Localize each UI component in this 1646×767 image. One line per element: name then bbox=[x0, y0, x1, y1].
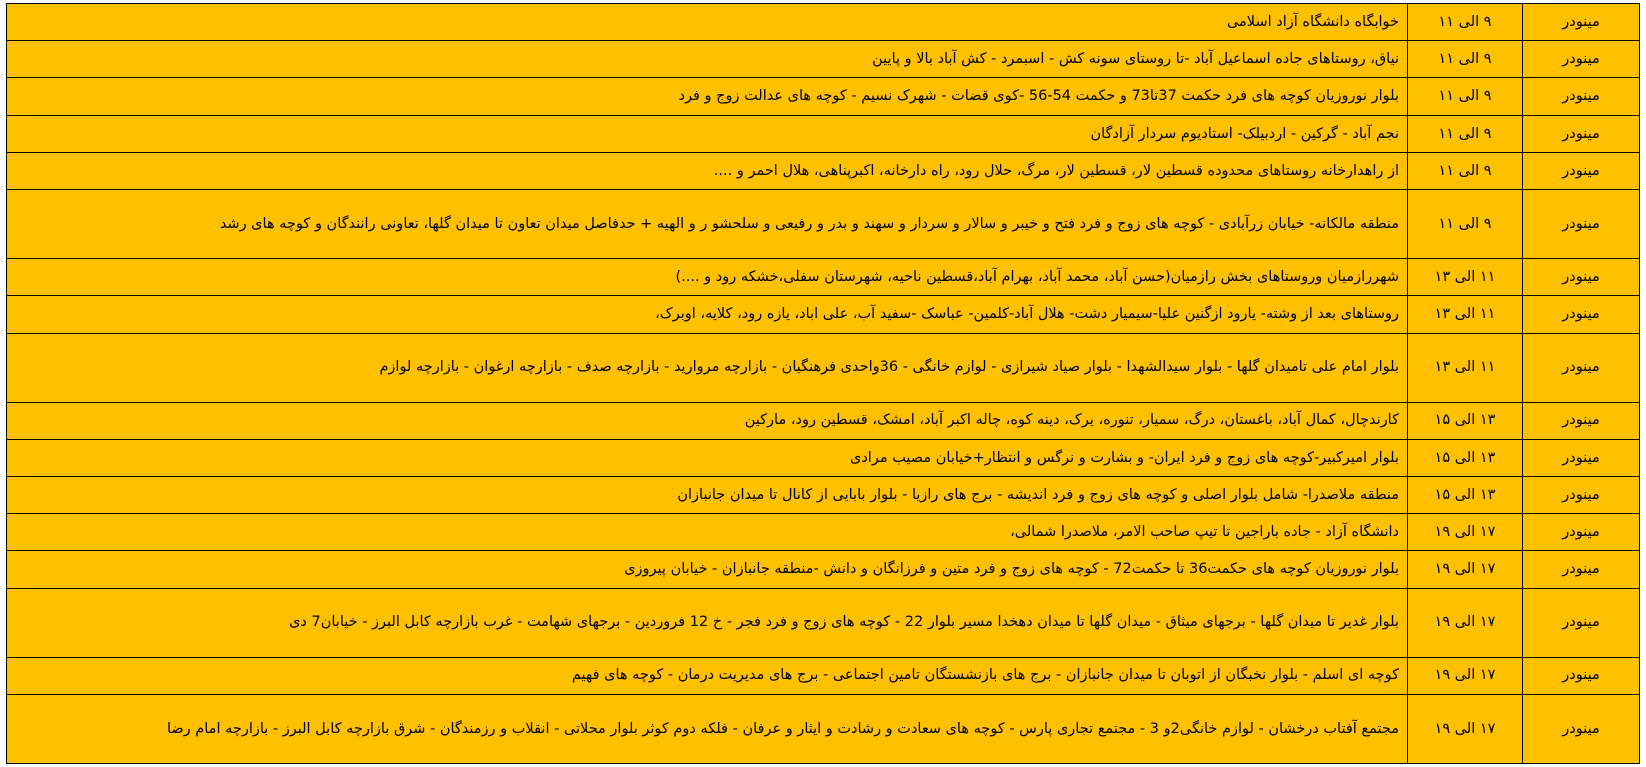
table-row bbox=[7, 115, 1640, 152]
table-row bbox=[7, 476, 1640, 513]
area-cell: بلوار امیرکبیر-کوچه های زوج و فرد ایران- و بشارت و نرگس و انتظار+خیابان مصیب مرادی bbox=[7, 439, 1408, 476]
area-cell: کارندچال، کمال آباد، باغستان، درگ، سمیار، تنوره، یرک، دینه کوه، چاله اکبر آباد، امشک، قسطین رود، مارکین bbox=[7, 402, 1408, 439]
city-cell: مینودر bbox=[1523, 402, 1640, 439]
city-cell: مینودر bbox=[1523, 588, 1640, 657]
city-cell: مینودر bbox=[1523, 476, 1640, 513]
table-row bbox=[7, 551, 1640, 588]
city-cell: مینودر bbox=[1523, 259, 1640, 296]
area-cell: نیاق، روستاهای جاده اسماعیل آباد -تا روستای سونه کش - اسبمرد - کش آباد بالا و پایین bbox=[7, 41, 1408, 78]
time-cell: ۱۷ الی ۱۹ bbox=[1408, 657, 1523, 694]
table-row bbox=[7, 588, 1640, 657]
area-cell: خوابگاه دانشگاه آزاد اسلامی bbox=[7, 4, 1408, 41]
city-cell: مینودر bbox=[1523, 514, 1640, 551]
time-cell: ۱۳ الی ۱۵ bbox=[1408, 402, 1523, 439]
area-cell: کوچه ای اسلم - بلوار نخبگان از اتوبان تا میدان جانبازان - برج های بازنشستگان تامین اجتماعی - برج های مدیریت درمان - کوچه های فهیم bbox=[7, 657, 1408, 694]
time-cell: ۹ الی ۱۱ bbox=[1408, 78, 1523, 115]
city-cell: مینودر bbox=[1523, 78, 1640, 115]
city-cell: مینودر bbox=[1523, 551, 1640, 588]
area-cell: نجم آباد - گرکین - اردبیلک- استادیوم سردار آزادگان bbox=[7, 115, 1408, 152]
area-cell: بلوار غدیر تا میدان گلها - برجهای میثاق - میدان گلها تا میدان دهخدا مسیر بلوار 22 - کوچه های زوج و فرد فجر - خ 12 فروردین - برجهای شهامت - غرب بازارچه کابل البرز - خیابان7 دی bbox=[7, 588, 1408, 657]
time-cell: ۱۳ الی ۱۵ bbox=[1408, 439, 1523, 476]
city-cell: مینودر bbox=[1523, 152, 1640, 189]
table-row bbox=[7, 190, 1640, 259]
table-row bbox=[7, 439, 1640, 476]
time-cell: ۱۷ الی ۱۹ bbox=[1408, 694, 1523, 763]
time-cell: ۱۷ الی ۱۹ bbox=[1408, 588, 1523, 657]
area-cell: از راهدارخانه روستاهای محدوده قسطین لار، قسطین لار، مرگ، حلال رود، راه دارخانه، اکبرپناهی، هلال احمر و .... bbox=[7, 152, 1408, 189]
area-cell: مجتمع آفتاب درخشان - لوازم خانگی2و 3 - مجتمع تجاری پارس - کوچه های سعادت و رشادت و ایثار و عرفان - فلکه دوم کوثر بلوار محلاتی - انقلاب و رزمندگان - شرق بازارچه کابل البرز - بازارچه امام رضا bbox=[7, 694, 1408, 763]
area-cell: بلوار امام علی تامیدان گلها - بلوار سیدالشهدا - بلوار صیاد شیرازی - لوازم خانگی - 36واحدی فرهنگیان - بازارچه مروارید - بازارچه صدف - بازارچه ارغوان - بازارچه لوازم bbox=[7, 333, 1408, 402]
schedule-sheet bbox=[6, 3, 1640, 764]
time-cell: ۱۷ الی ۱۹ bbox=[1408, 514, 1523, 551]
table-row bbox=[7, 402, 1640, 439]
city-cell: مینودر bbox=[1523, 657, 1640, 694]
table-row bbox=[7, 4, 1640, 41]
outage-schedule-table bbox=[6, 3, 1640, 764]
area-cell: منطقه ملاصدرا- شامل بلوار اصلی و کوچه های زوج و فرد اندیشه - برج های رازیا - بلوار بابایی از کانال تا میدان جانبازان bbox=[7, 476, 1408, 513]
time-cell: ۱۱ الی ۱۳ bbox=[1408, 296, 1523, 333]
area-cell: منطقه مالکانه- خیابان زرآبادی - کوچه های زوج و فرد فتح و خیبر و سالار و سردار و سهند و بدر و رفیعی و سلحشو ر و الهیه + حدفاصل میدان تعاون تا میدان گلها، تعاونی رانندگان و کوچه های رشد bbox=[7, 190, 1408, 259]
table-row bbox=[7, 152, 1640, 189]
city-cell: مینودر bbox=[1523, 190, 1640, 259]
city-cell: مینودر bbox=[1523, 115, 1640, 152]
time-cell: ۹ الی ۱۱ bbox=[1408, 41, 1523, 78]
time-cell: ۱۱ الی ۱۳ bbox=[1408, 333, 1523, 402]
area-cell: بلوار نوروزیان کوچه های حکمت36 تا حکمت72 - کوچه های زوج و فرد متین و فرزانگان و دانش -منطقه جانبازان - خیابان پیروزی bbox=[7, 551, 1408, 588]
city-cell: مینودر bbox=[1523, 439, 1640, 476]
area-cell: بلوار نوروزیان کوچه های فرد حکمت 37تا73 و حکمت 54-56 -کوی قضات - شهرک نسیم - کوچه های عدالت زوج و فرد bbox=[7, 78, 1408, 115]
table-row bbox=[7, 78, 1640, 115]
table-row bbox=[7, 657, 1640, 694]
table-row bbox=[7, 333, 1640, 402]
time-cell: ۹ الی ۱۱ bbox=[1408, 4, 1523, 41]
time-cell: ۹ الی ۱۱ bbox=[1408, 190, 1523, 259]
city-cell: مینودر bbox=[1523, 694, 1640, 763]
time-cell: ۱۱ الی ۱۳ bbox=[1408, 259, 1523, 296]
table-row bbox=[7, 296, 1640, 333]
time-cell: ۱۳ الی ۱۵ bbox=[1408, 476, 1523, 513]
table-row bbox=[7, 41, 1640, 78]
time-cell: ۱۷ الی ۱۹ bbox=[1408, 551, 1523, 588]
time-cell: ۹ الی ۱۱ bbox=[1408, 115, 1523, 152]
table-row bbox=[7, 694, 1640, 763]
area-cell: دانشگاه آزاد - جاده باراجین تا تیپ صاحب الامر، ملاصدرا شمالی، bbox=[7, 514, 1408, 551]
area-cell: روستاهای بعد از وشته- یارود ازگنین علیا-سیمیار دشت- هلال آباد-کلمین- عباسک -سفید آب، علی اباد، یازه رود، کلایه، اوبرک، bbox=[7, 296, 1408, 333]
table-row bbox=[7, 514, 1640, 551]
city-cell: مینودر bbox=[1523, 41, 1640, 78]
city-cell: مینودر bbox=[1523, 4, 1640, 41]
area-cell: شهررازمیان وروستاهای بخش رازمیان(حسن آباد، محمد آباد، بهرام آباد،قسطین ناحیه، شهرستان سفلی،خشکه رود و ....) bbox=[7, 259, 1408, 296]
table-row bbox=[7, 259, 1640, 296]
time-cell: ۹ الی ۱۱ bbox=[1408, 152, 1523, 189]
city-cell: مینودر bbox=[1523, 333, 1640, 402]
city-cell: مینودر bbox=[1523, 296, 1640, 333]
